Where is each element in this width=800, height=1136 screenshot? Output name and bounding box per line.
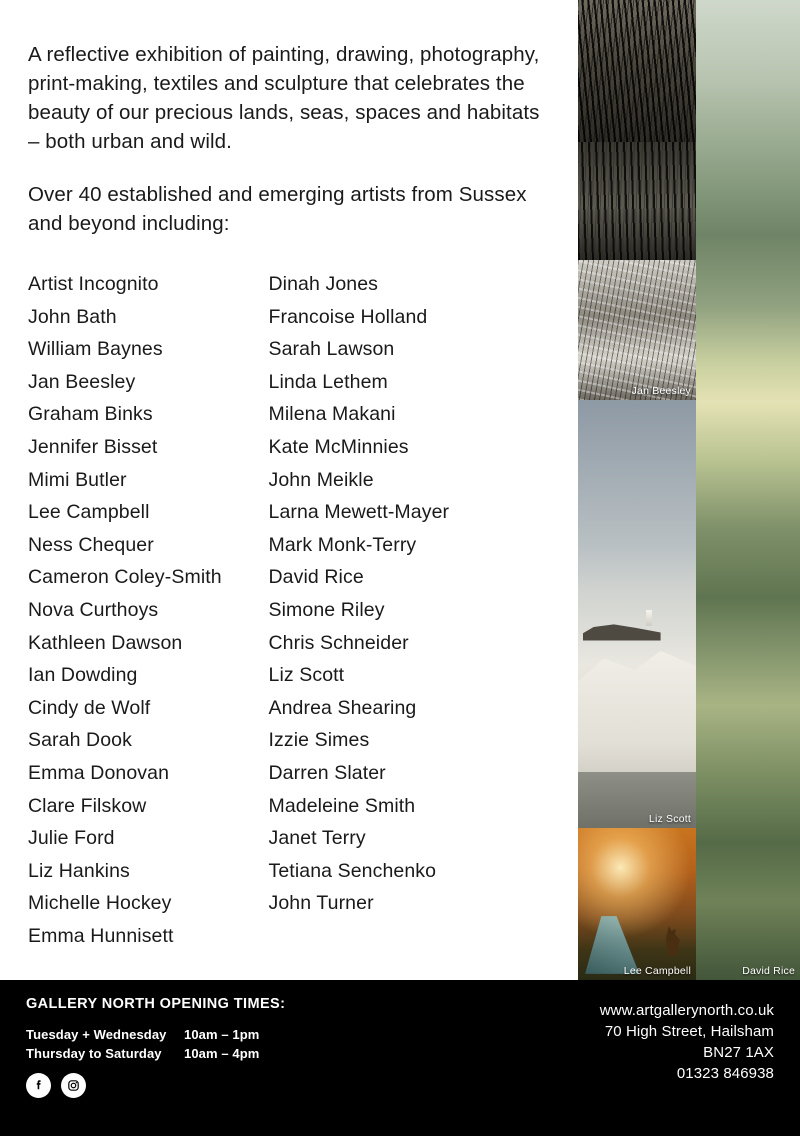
- artist-name: Kathleen Dawson: [28, 631, 183, 654]
- artwork-green-landscape: [696, 0, 800, 980]
- footer: [0, 980, 800, 1136]
- artwork-strips: [578, 0, 800, 980]
- artist-name: Francoise Holland: [268, 305, 428, 328]
- artist-name: Cindy de Wolf: [28, 696, 151, 719]
- artist-name: Emma Donovan: [28, 761, 170, 784]
- artist-name: Michelle Hockey: [28, 892, 172, 915]
- artist-name: Madeleine Smith: [268, 794, 416, 817]
- artist-name: Nova Curthoys: [28, 598, 159, 621]
- artist-name: Sarah Lawson: [268, 338, 395, 361]
- instagram-icon[interactable]: [61, 1073, 86, 1098]
- opening-hours-time: 10am – 4pm: [184, 1046, 260, 1061]
- artwork-reeds-dark: [578, 0, 696, 142]
- intro-paragraph-1: A reflective exhibition of painting, drawing, photography, print-making, textiles and sculpture that celebrates the beauty of our precious lands, seas, spaces and habitats – both urban and wild.: [28, 43, 540, 153]
- phone-number: 01323 846938: [676, 1065, 774, 1082]
- artist-name: Julie Ford: [28, 827, 115, 850]
- artist-column-1: [28, 268, 269, 952]
- artist-name: Cameron Coley-Smith: [28, 566, 222, 589]
- artist-name: Mark Monk-Terry: [268, 533, 417, 556]
- artist-name: Darren Slater: [268, 761, 386, 784]
- artist-name: Jan Beesley: [28, 370, 136, 393]
- artist-name: Ian Dowding: [28, 664, 138, 687]
- artist-name: Linda Lethem: [268, 370, 388, 393]
- artist-name: Graham Binks: [28, 403, 153, 426]
- artwork-caption: Lee Campbell: [623, 965, 691, 977]
- artist-name: Chris Schneider: [268, 631, 409, 654]
- artwork-textured-print: [578, 260, 696, 400]
- artist-name: Tetiana Senchenko: [268, 859, 437, 882]
- opening-hours-days: Tuesday + Wednesday: [26, 1027, 167, 1042]
- artist-name: Artist Incognito: [28, 273, 159, 295]
- artwork-cliff-lighthouse: [578, 400, 696, 828]
- footer-contact: [600, 996, 774, 1136]
- artist-name: John Meikle: [268, 468, 374, 491]
- artist-name: Liz Hankins: [28, 859, 130, 882]
- artist-name: Mimi Butler: [28, 468, 127, 491]
- artist-name: William Baynes: [28, 338, 163, 361]
- opening-hours-days: Thursday to Saturday: [26, 1046, 162, 1061]
- opening-times-title: GALLERY NORTH OPENING TIMES:: [26, 996, 286, 1012]
- artist-name: Kate McMinnies: [268, 435, 409, 458]
- artist-name: Janet Terry: [268, 827, 366, 850]
- artist-name: John Bath: [28, 305, 117, 328]
- artist-name: John Turner: [268, 892, 374, 915]
- artwork-caption: Liz Scott: [648, 813, 691, 825]
- facebook-icon[interactable]: [26, 1073, 51, 1098]
- artist-name: Andrea Shearing: [268, 696, 417, 719]
- artist-name: Emma Hunnisett: [28, 924, 174, 947]
- artist-column-2: [269, 268, 553, 952]
- artist-name: Izzie Simes: [268, 729, 370, 752]
- artist-name: Milena Makani: [268, 403, 396, 426]
- lighthouse-shape: [646, 610, 652, 626]
- artist-name: Sarah Dook: [28, 729, 132, 752]
- artist-name: Ness Chequer: [28, 533, 154, 556]
- artist-name: Jennifer Bisset: [28, 435, 158, 458]
- artist-name: Clare Filskow: [28, 794, 147, 817]
- artist-name: Dinah Jones: [268, 273, 379, 295]
- artwork-caption: David Rice: [742, 965, 795, 977]
- address-line-1: 70 High Street, Hailsham: [604, 1023, 774, 1040]
- artist-name: Larna Mewett-Mayer: [268, 501, 450, 524]
- intro-paragraph-2: Over 40 established and emerging artists from Sussex and beyond including:: [28, 183, 527, 235]
- artist-name: Simone Riley: [268, 598, 385, 621]
- artwork-strip-right: [696, 0, 800, 980]
- artwork-reeds-light: [578, 142, 696, 260]
- social-links: [26, 1073, 456, 1098]
- address-line-2: BN27 1AX: [703, 1044, 774, 1061]
- artwork-autumn-stag: [578, 828, 696, 980]
- artist-name: Lee Campbell: [28, 501, 150, 524]
- opening-hours-row: [26, 1027, 456, 1042]
- artwork-strip-left: [578, 0, 696, 980]
- artwork-caption: Jan Beesley: [631, 385, 691, 397]
- artist-name: David Rice: [268, 566, 364, 589]
- website-link[interactable]: www.artgallerynorth.co.uk: [599, 1002, 774, 1019]
- stag-shape: [662, 926, 684, 956]
- opening-hours-row: [26, 1046, 456, 1061]
- opening-hours-time: 10am – 1pm: [184, 1027, 260, 1042]
- footer-opening-times: [26, 996, 456, 1136]
- artist-name: Liz Scott: [268, 664, 345, 687]
- artist-list: [28, 268, 552, 952]
